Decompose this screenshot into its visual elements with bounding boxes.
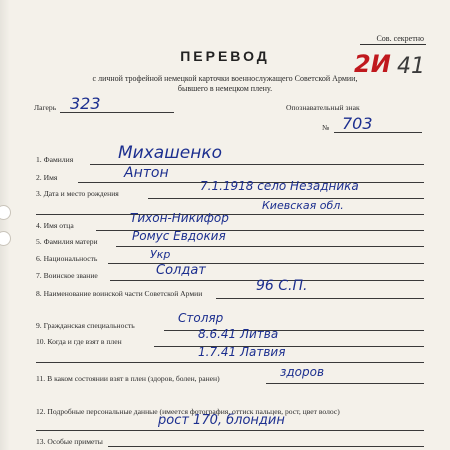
- field-special-marks-line: [108, 446, 424, 447]
- field-nationality-value: Укр: [150, 248, 171, 261]
- field-birth-value: 7.1.1918 село Незадника: [200, 179, 359, 193]
- field-captured-line: [154, 346, 424, 347]
- field-condition-line: [266, 383, 424, 384]
- camp-value: 323: [70, 94, 101, 113]
- field-rank-value: Солдат: [156, 263, 206, 278]
- field-nationality-label: 6. Национальность: [36, 254, 98, 263]
- field-first-name-value: Антон: [124, 165, 169, 181]
- field-profession-value: Столяр: [178, 311, 224, 325]
- field-condition-value: здоров: [280, 365, 325, 379]
- field-personal-data-label: 12. Подробные персональные данные (имеется фотография, оттиск пальцев, рост, цвет волос): [36, 407, 340, 416]
- field-profession-label: 9. Гражданская специальность: [36, 321, 135, 330]
- field-captured-label: 10. Когда и где взят в плен: [36, 337, 122, 346]
- id-tag-prefix: №: [322, 123, 330, 132]
- field-personal-data-line: [36, 430, 424, 431]
- field-special-marks-label: 13. Особые приметы: [36, 437, 103, 446]
- document-title: ПЕРЕВОД: [180, 48, 270, 64]
- field-first-name-label: 2. Имя: [36, 173, 58, 182]
- field-unit-value: 96 С.П.: [256, 278, 308, 294]
- camp-label: Лагерь: [34, 103, 57, 112]
- classification-underline: [360, 44, 426, 45]
- field-personal-data-value: рост 170, блондин: [158, 413, 285, 428]
- field-captured-value: 8.6.41 Литва: [198, 327, 279, 341]
- field-birth-label: 3. Дата и место рождения: [36, 189, 119, 198]
- field-captured-value-2: 1.7.41 Латвия: [198, 345, 286, 359]
- field-rank-label: 7. Воинское звание: [36, 271, 98, 280]
- red-ink-mark: 2И: [354, 50, 391, 78]
- field-surname-label: 1. Фамилия: [36, 155, 74, 164]
- subtitle-line-1: с личной трофейной немецкой карточки военнослужащего Советской Армии,: [92, 74, 358, 83]
- field-father-label: 4. Имя отца: [36, 221, 74, 230]
- field-mother-value: Ромус Евдокия: [132, 229, 226, 243]
- pencil-mark: 41: [397, 54, 425, 79]
- field-mother-label: 5. Фамилия матери: [36, 237, 98, 246]
- field-mother-line: [116, 246, 424, 247]
- subtitle-line-2: бывшего в немецком плену.: [177, 84, 273, 93]
- id-tag-label: Опознавательный знак: [286, 103, 360, 112]
- field-unit-line: [216, 298, 424, 299]
- classification-label: Сов. секретно: [376, 34, 424, 43]
- field-surname-value: Михашенко: [118, 143, 222, 163]
- field-birth-line-2: [36, 214, 424, 215]
- field-condition-label: 11. В каком состоянии взят в плен (здоров, болен, ранен): [36, 374, 220, 383]
- field-unit-label: 8. Наименование воинской части Советской Армии: [36, 289, 203, 298]
- field-birth-value-2: Киевская обл.: [262, 199, 344, 212]
- id-tag-value: 703: [342, 114, 373, 133]
- paper-edge-shadow: [0, 0, 10, 450]
- field-father-value: Тихон-Никифор: [130, 211, 229, 225]
- field-captured-line-2: [36, 362, 424, 363]
